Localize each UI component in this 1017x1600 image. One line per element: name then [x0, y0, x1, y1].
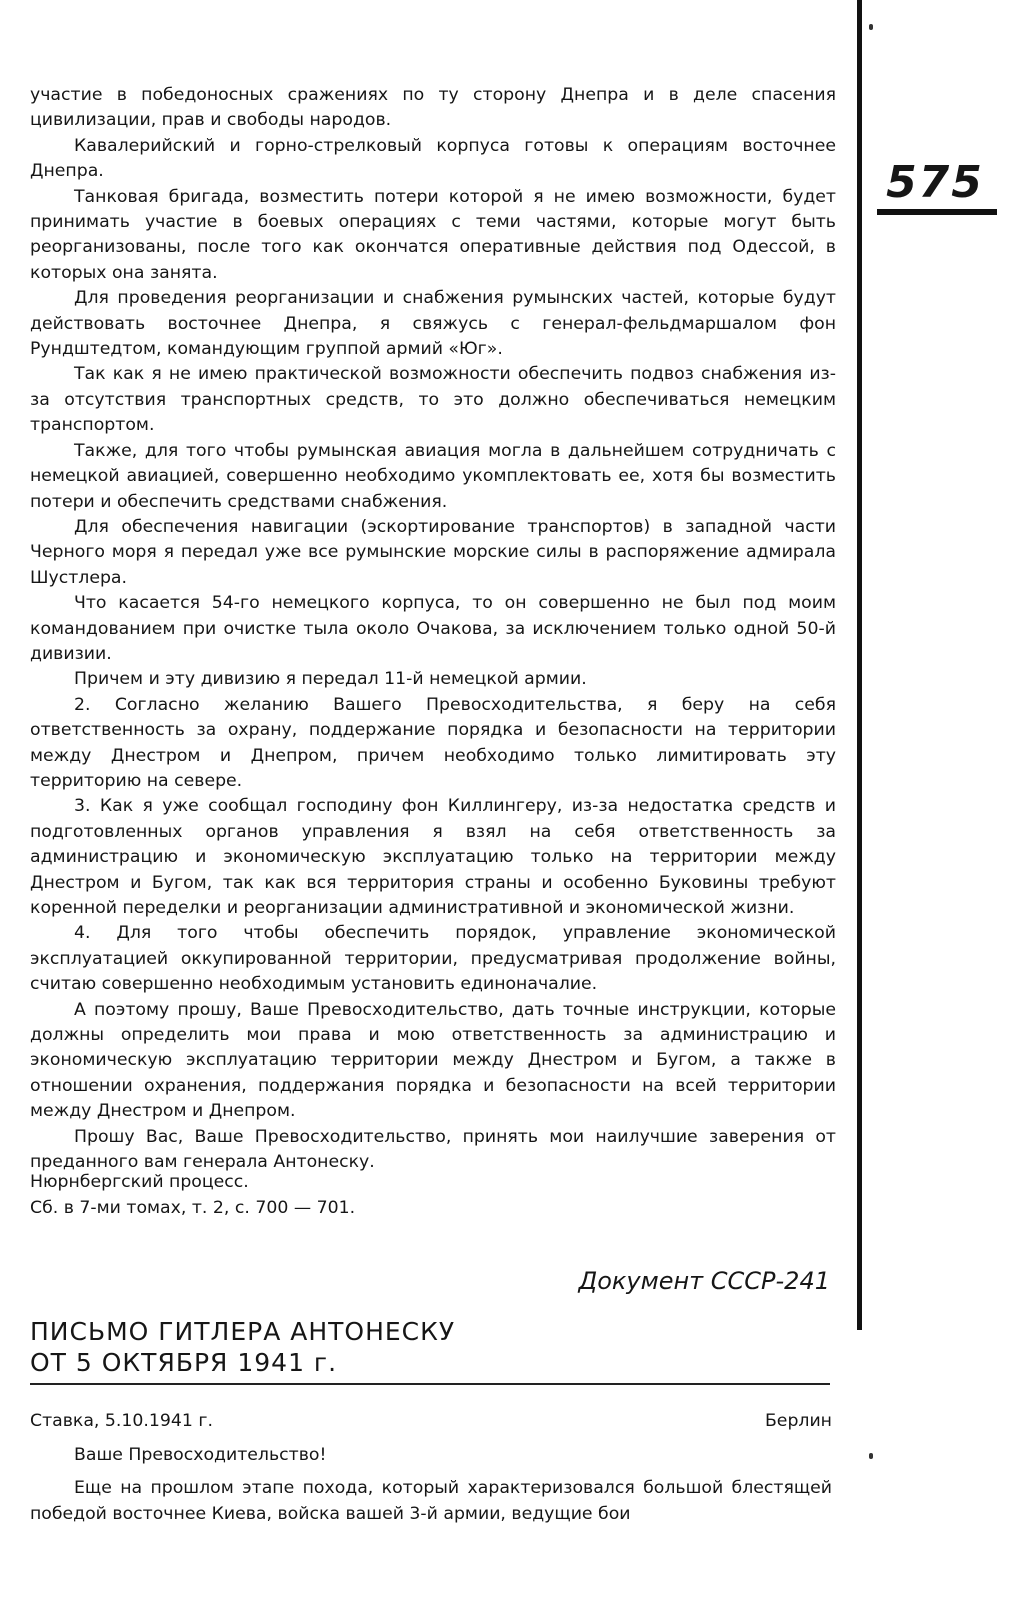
page-number-underline	[877, 209, 997, 215]
print-speck	[869, 1453, 873, 1459]
paragraph: 4. Для того чтобы обеспечить порядок, управление экономической эксплуатацией оккупированной территории, предусматривая продолжение войны, считаю совершенно необходимым установить единоначалие.	[30, 923, 836, 995]
paragraph: участие в победоносных сражениях по ту сторону Днепра и в деле спасения цивилизации, прав и свободы народов.	[30, 85, 836, 131]
paragraph: Танковая бригада, возместить потери которой я не имею возможности, будет принимать участие в боевых операциях с теми частями, которые могут быть реорганизованы, после того как окончатся оперативные действия под Одессой, в которых она занята.	[30, 186, 836, 283]
paragraph: Кавалерийский и горно-стрелковый корпуса готовы к операциям восточнее Днепра.	[30, 135, 836, 182]
paragraph: Для обеспечения навигации (эскортирование транспортов) в западной части Черного моря я передал уже все румынские морские силы в распоряжение адмирала Шустлера.	[30, 516, 836, 588]
margin-vertical-rule	[857, 0, 862, 1330]
paragraph: Также, для того чтобы румынская авиация могла в дальнейшем сотрудничать с немецкой авиацией, совершенно необходимо укомплектовать ее, хотя бы возместить потери и обеспечить средствами снабжения.	[30, 440, 836, 512]
paragraph: Еще на прошлом этапе похода, который характеризовался большой блестящей победой восточнее Киева, войска вашей 3-й армии, ведущие бои	[30, 1478, 832, 1524]
paragraph: 2. Согласно желанию Вашего Превосходительства, я беру на себя ответственность за охрану, поддержание порядка и безопасности на территории между Днестром и Днепром, причем необходимо только лимитировать эту территорию на севере.	[30, 694, 836, 791]
paragraph: Что касается 54-го немецкого корпуса, то он совершенно не был под моим командованием при очистке тыла около Очакова, за исключением только одной 50-й дивизии.	[30, 593, 836, 664]
title-line: ПИСЬМО ГИТЛЕРА АНТОНЕСКУ	[30, 1317, 456, 1346]
paragraph: Для проведения реорганизации и снабжения румынских частей, которые будут действовать восточнее Днепра, я свяжусь с генерал-фельдмаршалом фон Рундштедтом, командующим группой армий «Юг».	[30, 288, 836, 360]
dateline-city: Берлин	[764, 1411, 832, 1431]
body-text	[30, 83, 836, 1175]
page-number: 575	[886, 157, 984, 208]
section-title	[30, 1316, 590, 1378]
letter-body	[30, 1443, 832, 1527]
paragraph: А поэтому прошу, Ваше Превосходительство, дать точные инструкции, которые должны определить мои права и мою ответственность за администрацию и экономическую эксплуатацию территории между Днестром и Бугом, а также в отношении охранения, поддержания порядка и безопасности на всей территории между Днестром и Днепром.	[30, 999, 836, 1122]
paragraph: Причем и эту дивизию я передал 11-й немецкой армии.	[74, 669, 587, 690]
title-divider	[30, 1383, 830, 1385]
print-speck	[869, 24, 873, 30]
paragraph: Прошу Вас, Ваше Превосходительство, принять мои наилучшие заверения от преданного вам генерала Антонеску.	[30, 1126, 836, 1173]
source-line: Нюрнбергский процесс.	[30, 1172, 249, 1192]
paragraph: Так как я не имею практической возможности обеспечить подвоз снабжения из-за отсутствия транспортных средств, то это должно обеспечиваться немецким транспортом.	[30, 364, 836, 436]
title-line: ОТ 5 ОКТЯБРЯ 1941 г.	[30, 1348, 338, 1377]
salutation: Ваше Превосходительство!	[74, 1445, 327, 1465]
document-number: Документ СССР-241	[578, 1267, 830, 1295]
source-line: Сб. в 7-ми томах, т. 2, с. 700 — 701.	[30, 1198, 356, 1218]
dateline-place-date: Ставка, 5.10.1941 г.	[30, 1411, 213, 1431]
source-citation	[30, 1169, 590, 1221]
paragraph: 3. Как я уже сообщал господину фон Киллингеру, из-за недостатка средств и подготовленных органов управления я взял на себя ответственность за администрацию и экономическую эксплуатацию только на территории между Днестром и Бугом, так как вся территория страны и особенно Буковины требуют коренной переделки и реорганизации административной и экономической жизни.	[30, 796, 836, 918]
